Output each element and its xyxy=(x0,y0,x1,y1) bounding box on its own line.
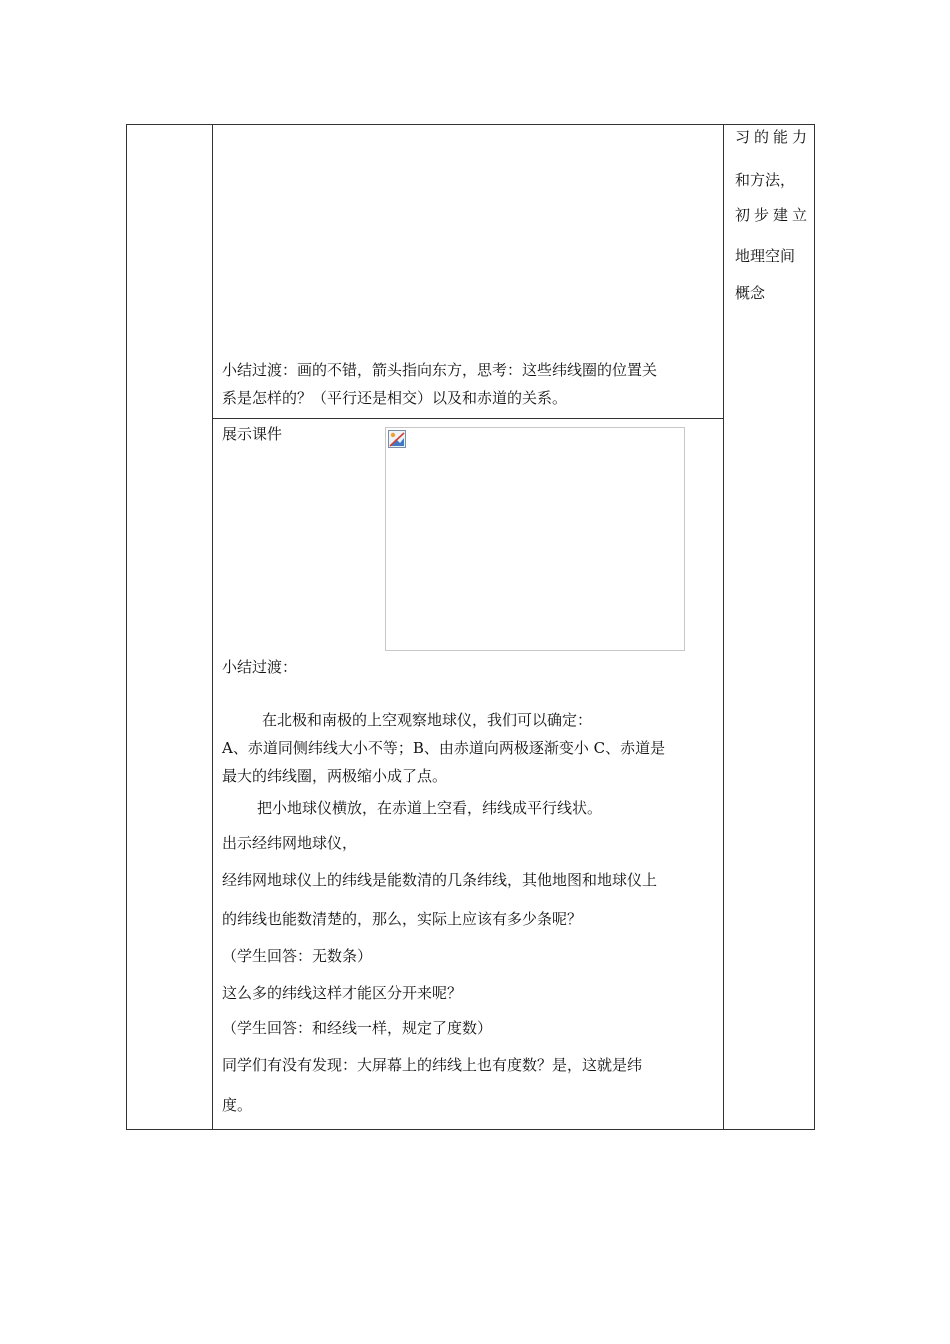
show-courseware-text: 展示课件 xyxy=(222,425,283,443)
broken-image-icon xyxy=(388,430,406,448)
show-globe-text: 出示经纬网地球仪， xyxy=(222,834,358,852)
side-text-line: 习的能力 xyxy=(735,128,812,146)
final-line-1: 同学们有没有发现：大屏幕上的纬线上也有度数？是，这就是纬 xyxy=(222,1056,643,1074)
final-line-2: 度。 xyxy=(222,1096,253,1114)
observe-intro: 在北极和南极的上空观察地球仪，我们可以确定： xyxy=(262,711,593,729)
side-text-line: 地理空间 xyxy=(735,247,796,265)
summary-label: 小结过渡： xyxy=(222,658,298,676)
question-1-line-1: 经纬网地球仪上的纬线是能数清的几条纬线，其他地图和地球仪上 xyxy=(222,871,658,889)
horizontal-view-text: 把小地球仪横放，在赤道上空看，纬线成平行线状。 xyxy=(257,799,603,817)
side-text-line: 初步建立 xyxy=(735,206,812,224)
question-1-line-2: 的纬线也能数清楚的，那么，实际上应该有多少条呢？ xyxy=(222,910,583,928)
answer-1: （学生回答：无数条） xyxy=(222,947,373,965)
lesson-table xyxy=(126,124,815,1130)
summary-line-2: 系是怎样的？（平行还是相交）以及和赤道的关系。 xyxy=(222,389,568,407)
column-divider xyxy=(212,125,213,1129)
conclusion-line-1: A、赤道同侧纬线大小不等；B、由赤道向两极逐渐变小 C、赤道是 xyxy=(222,739,666,757)
summary-line-1: 小结过渡：画的不错，箭头指向东方，思考：这些纬线圈的位置关 xyxy=(222,361,658,379)
conclusion-line-2: 最大的纬线圈，两极缩小成了点。 xyxy=(222,767,448,785)
courseware-image xyxy=(385,427,685,651)
row-divider xyxy=(212,418,723,419)
answer-2: （学生回答：和经线一样，规定了度数） xyxy=(222,1019,493,1037)
side-text-line: 和方法， xyxy=(735,171,796,189)
question-2: 这么多的纬线这样才能区分开来呢？ xyxy=(222,984,463,1002)
side-text-line: 概念 xyxy=(735,284,766,302)
column-divider xyxy=(723,125,724,1129)
